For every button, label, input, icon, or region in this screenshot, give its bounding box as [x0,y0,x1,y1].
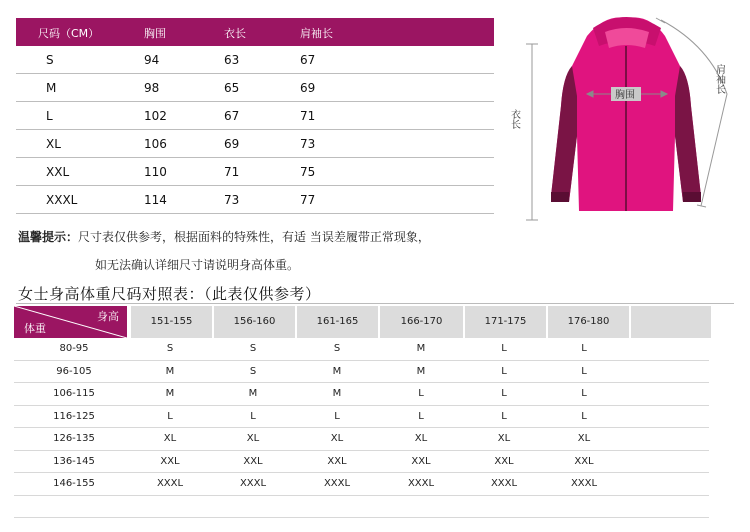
size-cell: XXXL [239,478,267,489]
size-row [16,102,494,130]
weight-cell: 80-95 [59,343,89,354]
size-cell: L [418,410,424,422]
size-row [16,46,494,74]
size-cell: S [166,343,174,354]
corner-weight-label: 体重 [24,322,46,335]
size-cell: L [167,410,173,422]
weight-cell: 136-145 [53,455,95,467]
size-cell: S [249,343,257,354]
size-cell: XL [577,433,591,444]
size-cell: S [46,53,54,67]
table-row [14,473,709,496]
size-chart-table [16,18,494,214]
height-header: 161-165 [295,306,378,338]
size-cell: XXXL [490,478,518,489]
weight-cell: 116-125 [53,410,95,422]
sleeve-cell: 77 [300,193,316,207]
table-row-empty [14,496,709,518]
size-cell: XL [163,433,177,444]
size-cell: L [581,343,587,354]
table-row [14,406,709,429]
size-cell: L [581,388,587,399]
tip-line1: 尺寸表仅供参考，根据面料的特殊性，有适 当误差履带正常现象， [78,230,430,244]
size-cell: XXXL [46,193,78,207]
sleeve-cell: 75 [300,165,316,179]
size-cell: M [332,388,342,399]
chest-label: 胸围 [615,90,635,101]
height-header: 171-175 [463,306,546,338]
size-cell: L [250,410,256,422]
weight-cell: 106-115 [53,388,95,399]
table-row [14,338,709,361]
size-cell: M [46,81,57,95]
size-cell: XL [46,137,61,151]
size-cell: XL [414,433,428,444]
chest-cell: 106 [144,137,167,151]
header-chest: 胸围 [144,27,166,40]
height-weight-table [14,306,709,528]
size-cell: M [332,365,342,377]
table-row [14,428,709,451]
tip-label: 温馨提示： [18,230,79,244]
length-cell: 73 [224,193,240,207]
length-cell: 71 [224,165,240,179]
size-cell: L [501,388,507,399]
sleeve-cell: 71 [300,109,316,123]
chest-cell: 110 [144,165,167,179]
size-row [16,130,494,158]
size-cell: S [249,365,257,377]
length-cell: 63 [224,53,240,67]
length-cell: 67 [224,109,240,123]
jacket-shape [551,17,701,211]
size-cell: M [165,388,175,399]
size-row [16,74,494,102]
size-cell: M [165,365,175,377]
size-cell: XXXL [323,478,351,489]
chest-cell: 102 [144,109,167,123]
length-cell: 69 [224,137,240,151]
size-cell: M [416,343,426,354]
table-row [14,451,709,474]
size-cell: S [333,343,341,354]
size-cell: L [46,109,53,123]
jacket-illustration [505,6,745,228]
size-cell: XXL [327,455,347,467]
corner-height-label: 身高 [97,310,119,323]
size-cell: XXL [160,455,180,467]
height-header: 166-170 [378,306,463,338]
size-tip [18,228,430,245]
size-cell: L [501,343,507,354]
header-size: 尺码（CM） [38,27,100,40]
size-cell: XXL [494,455,514,467]
sleeve-cell: 67 [300,53,316,67]
table-corner-cell [14,306,127,338]
table-row [14,361,709,384]
size-cell: M [248,388,258,399]
weight-cell: 146-155 [53,478,95,489]
chest-cell: 94 [144,53,160,67]
length-cell: 65 [224,81,240,95]
sleeve-cell: 73 [300,137,316,151]
sleeve-cell: 69 [300,81,316,95]
size-cell: XXXL [156,478,184,489]
size-cell: L [501,365,507,377]
header-sleeve: 肩袖长 [300,27,333,40]
size-cell: XXL [411,455,431,467]
size-cell: M [416,365,426,377]
height-header: 156-160 [212,306,295,338]
size-cell: L [581,365,587,377]
size-cell: XXL [243,455,263,467]
length-label: 衣长 [508,109,520,129]
weight-cell: 126-135 [53,433,95,444]
weight-cell: 96-105 [56,365,92,377]
size-cell: L [581,410,587,422]
length-measure-line [526,44,538,220]
size-row [16,158,494,186]
women-table-title: 女士身高体重尺码对照表：（此表仅供参考） [18,285,321,303]
chest-cell: 98 [144,81,160,95]
size-cell: L [334,410,340,422]
height-header: 151-155 [129,306,212,338]
header-length: 衣长 [224,27,246,40]
size-row [16,186,494,214]
size-cell: XXL [574,455,594,467]
size-cell: XL [330,433,344,444]
size-cell: L [501,410,507,422]
table-header-row [14,306,709,338]
size-cell: XXXL [570,478,598,489]
title-divider [16,303,734,304]
sleeve-label: 肩袖长 [713,64,725,94]
size-cell: XXL [46,165,70,179]
chest-cell: 114 [144,193,167,207]
size-cell: L [418,388,424,399]
height-header-empty [629,306,711,338]
height-header: 176-180 [546,306,629,338]
size-cell: XL [246,433,260,444]
size-cell: XL [497,433,511,444]
size-cell: XXXL [407,478,435,489]
table-row [14,383,709,406]
size-chart-header [16,18,494,46]
tip-line2: 如无法确认详细尺寸请说明身高体重。 [95,258,300,272]
